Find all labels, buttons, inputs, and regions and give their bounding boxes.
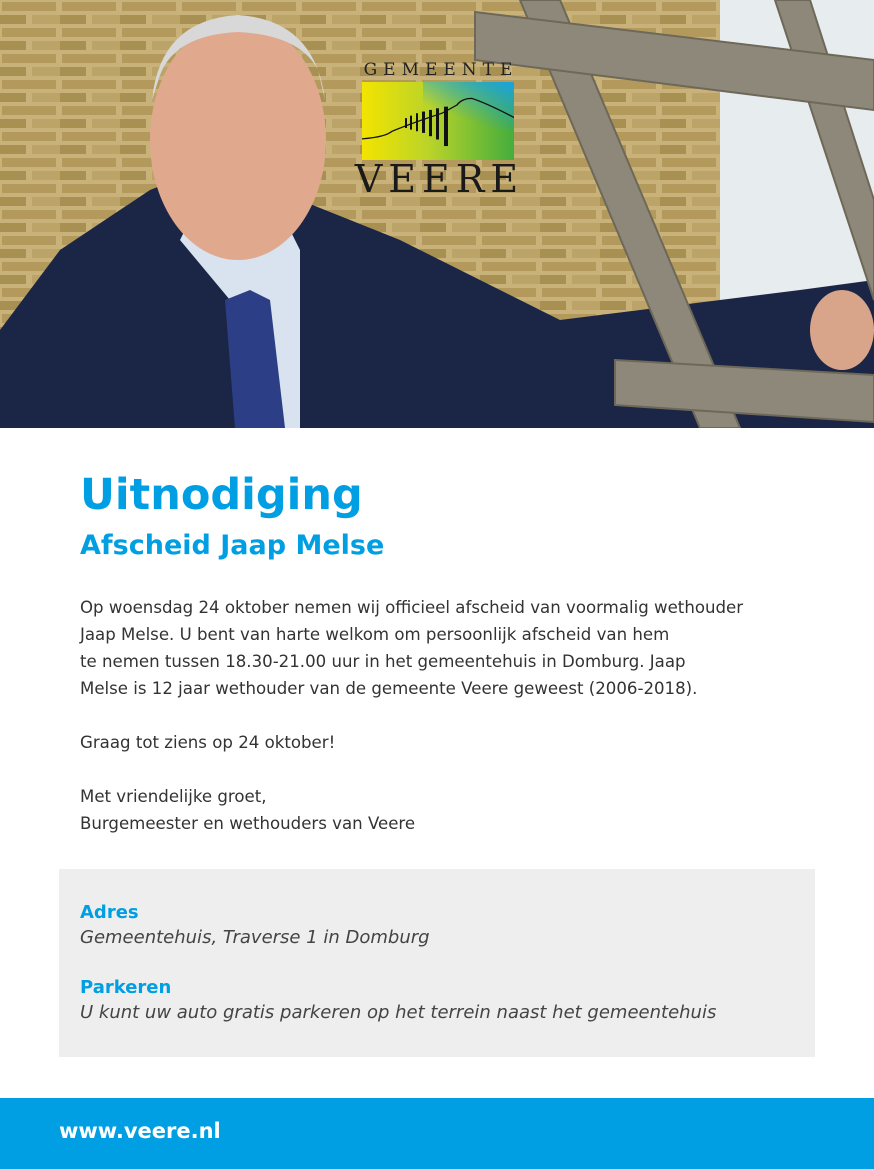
page-subtitle: Afscheid Jaap Melse	[80, 530, 385, 561]
info-box	[59, 869, 815, 1057]
body-line: Jaap Melse. U bent van harte welkom om persoonlijk afscheid van hem	[80, 625, 670, 644]
logo-top-text: GEMEENTE	[363, 60, 519, 80]
website-link[interactable]: www.veere.nl	[59, 1119, 221, 1143]
signature-line: Burgemeester en wethouders van Veere	[80, 814, 416, 833]
body-line: Op woensdag 24 oktober nemen wij officieel afscheid van voormalig wethouder	[80, 598, 744, 617]
body-line: Melse is 12 jaar wethouder van de gemeente Veere geweest (2006-2018).	[80, 679, 698, 698]
page-title: Uitnodiging	[80, 470, 363, 520]
greeting-line: Met vriendelijke groet,	[80, 787, 267, 806]
gemeente-veere-logo	[352, 60, 527, 200]
header-photo	[0, 0, 874, 428]
footer-bar	[0, 1098, 874, 1169]
parking-label: Parkeren	[80, 977, 172, 998]
parking-value: U kunt uw auto gratis parkeren op het terrein naast het gemeentehuis	[80, 1002, 717, 1023]
body-line: te nemen tussen 18.30-21.00 uur in het gemeentehuis in Domburg. Jaap	[80, 652, 686, 671]
closing-line: Graag tot ziens op 24 oktober!	[80, 733, 336, 752]
address-label: Adres	[80, 902, 139, 923]
invitation-body	[80, 594, 743, 837]
address-value: Gemeentehuis, Traverse 1 in Domburg	[80, 927, 430, 948]
logo-gradient-box	[362, 82, 514, 160]
logo-bottom-text: VEERE	[354, 157, 525, 201]
logo-dune-icon	[362, 82, 514, 160]
